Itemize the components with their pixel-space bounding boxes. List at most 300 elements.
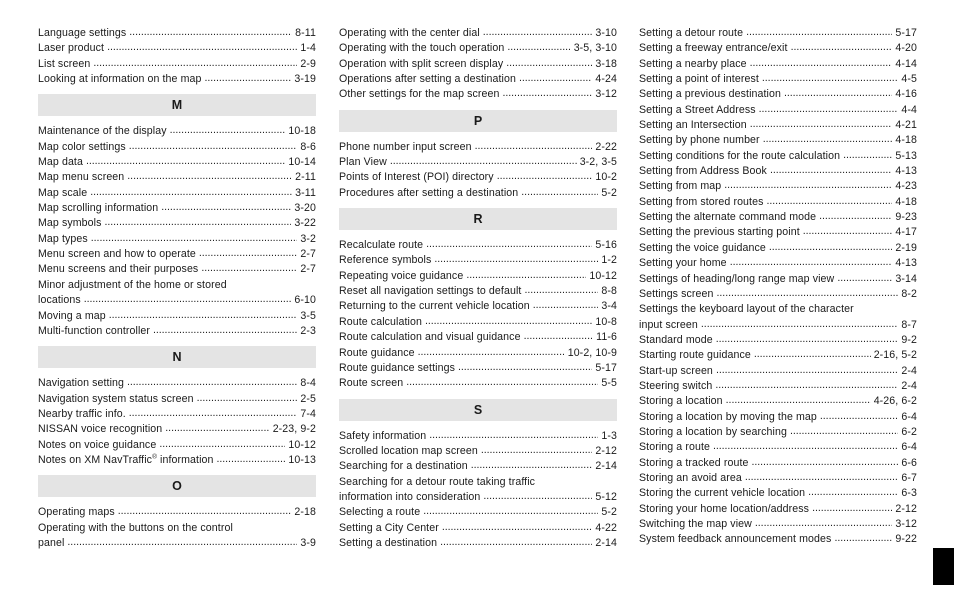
entry-page-ref: 8-8: [601, 285, 617, 298]
index-entry: [639, 364, 917, 379]
entry-title: [38, 26, 126, 41]
entry-page-ref: 3-12: [595, 88, 617, 101]
leader-dots: [790, 424, 898, 439]
leader-dots: [426, 237, 592, 252]
index-entry: [38, 278, 316, 309]
leader-dots: [93, 56, 297, 71]
index-entry: [639, 241, 917, 256]
entry-title-text: System feedback announcement modes: [639, 533, 832, 546]
entry-page-ref: 2-4: [901, 364, 917, 377]
entry-title-text: Safety information: [339, 429, 427, 442]
leader-dots: [726, 393, 871, 408]
index-entry: [38, 186, 316, 201]
entry-page-ref: 4-26, 6-2: [873, 395, 917, 408]
leader-dots: [521, 185, 598, 200]
index-entry: [639, 287, 917, 302]
entry-title-text: Repeating voice guidance: [339, 269, 464, 282]
entry-title: [639, 149, 840, 164]
index-column-3: [639, 26, 917, 548]
index-entry: [339, 41, 617, 56]
entry-title-text: Operations after setting a destination: [339, 73, 516, 86]
entry-page-ref: 2-12: [895, 502, 917, 515]
index-entry: [339, 26, 617, 41]
leader-dots: [161, 200, 291, 215]
entry-title-text: Setting the previous starting point: [639, 226, 800, 239]
entry-page-ref: 2-14: [595, 536, 617, 549]
entry-title-continued: panel: [38, 536, 65, 549]
leader-dots: [808, 485, 898, 500]
section-header: M: [38, 94, 316, 116]
index-entry: [639, 87, 917, 102]
entry-page-ref: 6-2: [901, 425, 917, 438]
index-entry: [639, 72, 917, 87]
entry-title: [339, 361, 455, 376]
entry-title: [38, 262, 198, 277]
entry-page-ref: 2-19: [895, 241, 917, 254]
leader-dots: [159, 437, 285, 452]
entry-page-ref: 4-21: [895, 119, 917, 132]
entry-title-text: Settings screen: [639, 287, 714, 300]
entry-title: [639, 87, 781, 102]
entry-title-text: Notes on XM NavTraffic: [38, 453, 153, 466]
entry-title: [639, 272, 834, 287]
entry-title: [639, 364, 713, 379]
entry-title-text: Language settings: [38, 27, 127, 39]
entry-title-text: Maintenance of the display: [38, 125, 167, 138]
entry-title-text: Storing a location by searching: [639, 425, 787, 438]
index-entry: [339, 330, 617, 345]
entry-title: [639, 348, 751, 363]
entry-title-text: Setting from Address Book: [639, 165, 767, 178]
entry-page-ref: 2-4: [901, 379, 917, 392]
index-entry: [339, 361, 617, 376]
leader-dots: [199, 246, 297, 261]
entry-title: [38, 72, 201, 87]
leader-dots: [770, 163, 892, 178]
entry-page-ref: 2-23, 9-2: [272, 423, 316, 436]
index-entry: [38, 262, 316, 277]
index-entry: [38, 422, 316, 437]
leader-dots: [91, 231, 298, 246]
entry-page-ref: 5-17: [595, 361, 617, 374]
entry-title: [639, 379, 712, 394]
leader-dots: [784, 86, 892, 101]
leader-dots: [524, 283, 598, 298]
leader-dots: [390, 154, 577, 169]
entry-title: [339, 269, 463, 284]
leader-dots: [107, 40, 297, 55]
entry-title-text: Searching for a destination: [339, 460, 468, 473]
entry-title: [38, 170, 124, 185]
index-entry: [639, 225, 917, 240]
leader-dots: [481, 443, 593, 458]
entry-title-text: Setting conditions for the route calculation: [639, 149, 841, 162]
entry-page-ref: 3-9: [300, 536, 316, 549]
entry-title-text: Nearby traffic info.: [38, 407, 126, 420]
index-entry: [339, 253, 617, 268]
entry-title-text: Storing the current vehicle location: [639, 487, 806, 500]
index-entry: [339, 72, 617, 87]
leader-dots: [750, 117, 893, 132]
entry-title: [339, 72, 516, 87]
entry-title: [639, 471, 742, 486]
entry-page-ref: 4-4: [901, 103, 917, 116]
index-column-2: [339, 26, 617, 551]
leader-dots: [423, 504, 598, 519]
entry-title: [339, 284, 521, 299]
entry-title: Settings the keyboard layout of the character: [639, 303, 854, 316]
entry-title-text: Steering switch: [639, 379, 713, 392]
index-entry: [639, 179, 917, 194]
entry-page-ref: 2-22: [595, 140, 617, 153]
entry-title-text: Start-up screen: [639, 364, 713, 377]
entry-page-ref: 10-13: [288, 453, 316, 466]
entry-title: [339, 186, 518, 201]
entry-title: [639, 425, 787, 440]
leader-dots: [713, 439, 898, 454]
index-entry: [639, 440, 917, 455]
entry-title-text: Other settings for the map screen: [339, 88, 500, 101]
entry-title-suffix: information: [156, 453, 214, 466]
entry-title-text: Scrolled location map screen: [339, 444, 478, 457]
entry-title: [639, 256, 727, 271]
entry-title-text: Plan View: [339, 156, 387, 169]
entry-title: [639, 502, 809, 517]
index-entry: [639, 394, 917, 409]
index-entry: [639, 471, 917, 486]
entry-title-text: Route screen: [339, 377, 404, 390]
entry-page-ref: 3-22: [294, 217, 316, 230]
entry-title: [639, 440, 710, 455]
entry-page-ref: 3-5: [300, 309, 316, 322]
entry-title: [38, 438, 156, 453]
leader-dots: [497, 169, 593, 184]
entry-page-ref: 4-18: [895, 195, 917, 208]
entry-title-text: Storing a location by moving the map: [639, 410, 817, 423]
entry-page-ref: 10-2: [595, 171, 617, 184]
leader-dots: [127, 375, 297, 390]
index-entry: [639, 210, 917, 225]
index-entry: [339, 170, 617, 185]
index-entry: [639, 149, 917, 164]
entry-title-text: Recalculate route: [339, 239, 424, 252]
leader-dots: [812, 501, 892, 516]
entry-title: [339, 346, 415, 361]
leader-dots: [170, 123, 286, 138]
entry-title-text: Setting your home: [639, 257, 727, 270]
index-entry: [339, 475, 617, 506]
index-entry: [38, 247, 316, 262]
entry-title-text: Looking at information on the map: [38, 73, 202, 86]
leader-dots: [109, 308, 298, 323]
entry-title-text: Setting a detour route: [639, 27, 744, 39]
index-entry: [38, 438, 316, 453]
leader-dots: [716, 363, 898, 378]
entry-page-ref: 9-23: [895, 211, 917, 224]
leader-dots: [506, 56, 592, 71]
leader-dots: [442, 520, 593, 535]
entry-title: [639, 410, 817, 425]
leader-dots: [750, 56, 893, 71]
leader-dots: [715, 378, 898, 393]
entry-title: [339, 238, 423, 253]
entry-title: [38, 155, 83, 170]
index-entry: [339, 346, 617, 361]
entry-title-text: NISSAN voice recognition: [38, 423, 163, 436]
leader-dots: [767, 194, 893, 209]
entry-page-ref: 5-12: [595, 490, 617, 503]
entry-title-text: Navigation setting: [38, 377, 125, 390]
index-entry: [639, 532, 917, 547]
section-header: P: [339, 110, 617, 132]
entry-title-text: Map symbols: [38, 217, 102, 230]
entry-title: [639, 57, 747, 72]
entry-page-ref: 3-20: [294, 202, 316, 215]
leader-dots: [86, 154, 285, 169]
index-entry: [339, 284, 617, 299]
index-entry: [38, 216, 316, 231]
entry-title-text: Selecting a route: [339, 506, 421, 519]
index-entry: [339, 87, 617, 102]
entry-page-ref: 10-12: [288, 438, 316, 451]
index-entry: [639, 256, 917, 271]
entry-title: [38, 392, 194, 407]
leader-dots: [105, 215, 292, 230]
entry-page-ref: 4-22: [595, 521, 617, 534]
entry-page-ref: 2-7: [300, 248, 316, 261]
entry-title-text: Route calculation: [339, 315, 422, 328]
entry-title: [639, 532, 831, 547]
entry-page-ref: 6-6: [901, 456, 917, 469]
entry-title-text: Setting a point of interest: [639, 73, 759, 86]
entry-title-text: Setting a destination: [339, 536, 438, 549]
entry-title-text: Map data: [38, 156, 83, 169]
index-entry: [38, 124, 316, 139]
entry-page-ref: 2-7: [300, 263, 316, 276]
index-entry: [38, 155, 316, 170]
leader-dots: [717, 286, 899, 301]
entry-title: [339, 41, 504, 56]
index-entry: [339, 376, 617, 391]
entry-title: [339, 140, 472, 155]
entry-title: [38, 324, 150, 339]
index-entry: [38, 170, 316, 185]
index-entry: [38, 26, 316, 41]
entry-page-ref: 3-14: [895, 272, 917, 285]
entry-page-ref: 8-4: [300, 377, 316, 390]
index-entry: [639, 118, 917, 133]
leader-dots: [533, 298, 599, 313]
entry-title-text: Route guidance settings: [339, 361, 455, 374]
index-entry: [38, 521, 316, 552]
entry-title-text: Setting by phone number: [639, 134, 760, 147]
entry-title-continued: information into consideration: [339, 490, 481, 503]
leader-dots: [724, 178, 892, 193]
leader-dots: [507, 40, 570, 55]
index-column-1: [38, 26, 316, 551]
entry-title-text: Map scrolling information: [38, 202, 159, 215]
index-entry: [38, 201, 316, 216]
index-entry: [38, 407, 316, 422]
index-entry: [38, 41, 316, 56]
entry-title-text: Notes on voice guidance: [38, 438, 157, 451]
entry-title-continued: input screen: [639, 318, 698, 331]
entry-title: [639, 41, 788, 56]
entry-title-text: Map menu screen: [38, 171, 125, 184]
entry-title: Operating with the buttons on the control: [38, 521, 233, 534]
entry-title: [38, 376, 124, 391]
entry-title-text: Setting a City Center: [339, 521, 439, 534]
leader-dots: [129, 25, 292, 40]
index-entry: [38, 57, 316, 72]
entry-page-ref: 8-6: [300, 140, 316, 153]
entry-title: [339, 57, 503, 72]
entry-title-text: Switching the map view: [639, 518, 752, 530]
entry-title: [339, 536, 437, 551]
entry-title: [38, 41, 104, 56]
entry-title: [639, 456, 748, 471]
leader-dots: [837, 271, 892, 286]
index-entry: [639, 41, 917, 56]
entry-title-continued: locations: [38, 294, 81, 307]
index-entry: [339, 140, 617, 155]
leader-dots: [701, 317, 898, 332]
entry-page-ref: 6-4: [901, 441, 917, 454]
entry-page-ref: 4-18: [895, 134, 917, 147]
leader-dots: [127, 169, 292, 184]
leader-dots: [129, 406, 298, 421]
index-entry: [38, 505, 316, 520]
entry-page-ref: 3-4: [601, 300, 617, 313]
entry-title: [339, 155, 387, 170]
entry-page-ref: 6-3: [901, 487, 917, 500]
entry-page-ref: 5-5: [601, 377, 617, 390]
entry-title: [639, 287, 714, 302]
index-entry: [639, 272, 917, 287]
entry-title-text: Laser product: [38, 42, 105, 55]
leader-dots: [466, 268, 586, 283]
leader-dots: [406, 375, 598, 390]
entry-title-text: Starting route guidance: [639, 349, 751, 362]
entry-page-ref: 1-3: [601, 429, 617, 442]
entry-title-text: Setting from map: [639, 180, 722, 193]
entry-title-text: Settings of heading/long range map view: [639, 272, 835, 285]
entry-title-text: Returning to the current vehicle location: [339, 300, 530, 313]
leader-dots: [197, 391, 298, 406]
entry-title-text: Operating maps: [38, 506, 115, 519]
entry-page-ref: 5-16: [595, 239, 617, 252]
leader-dots: [440, 535, 592, 550]
index-entry: [639, 410, 917, 425]
leader-dots: [751, 455, 898, 470]
entry-title-text: Storing a route: [639, 441, 710, 454]
entry-title-text: Points of Interest (POI) directory: [339, 171, 494, 184]
leader-dots: [524, 329, 594, 344]
entry-title: [38, 309, 106, 324]
entry-page-ref: 10-18: [288, 125, 316, 138]
entry-title-text: Setting a previous destination: [639, 88, 781, 101]
index-entry: [38, 232, 316, 247]
leader-dots: [129, 139, 298, 154]
entry-page-ref: 4-16: [895, 88, 917, 101]
entry-page-ref: 4-13: [895, 165, 917, 178]
entry-title-text: Reference symbols: [339, 254, 432, 267]
leader-dots: [471, 458, 593, 473]
entry-title-text: Operating with the touch operation: [339, 42, 505, 55]
entry-page-ref: 2-12: [595, 444, 617, 457]
entry-title-text: Menu screen and how to operate: [38, 248, 196, 261]
index-entry: [339, 299, 617, 314]
index-entry: [339, 521, 617, 536]
entry-title-text: Map color settings: [38, 140, 126, 153]
entry-title-text: Setting the alternate command mode: [639, 211, 817, 224]
entry-title-text: Moving a map: [38, 309, 106, 322]
entry-title: [339, 459, 468, 474]
index-entry: [38, 376, 316, 391]
entry-page-ref: 2-14: [595, 460, 617, 473]
leader-dots: [762, 71, 898, 86]
entry-page-ref: 5-2: [601, 186, 617, 199]
index-entry: [639, 164, 917, 179]
index-entry: [38, 392, 316, 407]
index-entry: [339, 315, 617, 330]
entry-title: [639, 118, 747, 133]
entry-page-ref: 2-11: [295, 171, 316, 184]
entry-title-text: Storing a location: [639, 395, 723, 408]
entry-page-ref: 1-2: [601, 254, 617, 267]
entry-title: [639, 517, 752, 532]
entry-page-ref: 2-5: [300, 392, 316, 405]
entry-page-ref: 2-18: [294, 506, 316, 519]
index-entry: [339, 57, 617, 72]
leader-dots: [217, 452, 286, 467]
entry-title: [639, 26, 743, 41]
entry-title-text: Map types: [38, 232, 88, 245]
entry-title-text: Route guidance: [339, 346, 415, 359]
entry-title: [38, 140, 126, 155]
entry-title: [339, 376, 403, 391]
entry-title: [339, 299, 530, 314]
index-entry: [339, 269, 617, 284]
entry-title: [38, 232, 88, 247]
leader-dots: [475, 139, 593, 154]
leader-dots: [803, 224, 893, 239]
index-entry: [639, 379, 917, 394]
index-entry: [38, 72, 316, 87]
leader-dots: [759, 102, 899, 117]
entry-title: [339, 26, 480, 41]
entry-page-ref: 4-17: [895, 226, 917, 239]
entry-page-ref: 2-16, 5-2: [873, 349, 917, 362]
leader-dots: [458, 360, 592, 375]
entry-page-ref: 3-11: [295, 186, 316, 199]
entry-title: [339, 521, 439, 536]
index-entry: [38, 453, 316, 468]
entry-title: [639, 486, 805, 501]
leader-dots: [153, 323, 297, 338]
index-entry: [639, 517, 917, 532]
entry-title: [339, 505, 420, 520]
entry-title-text: Reset all navigation settings to default: [339, 285, 522, 298]
entry-page-ref: 10-14: [288, 156, 316, 169]
entry-title: [339, 330, 521, 345]
index-entry: [639, 333, 917, 348]
entry-page-ref: 6-10: [294, 294, 316, 307]
entry-title-text: Setting a freeway entrance/exit: [639, 42, 788, 55]
entry-title: [639, 164, 767, 179]
entry-page-ref: 3-10: [595, 27, 617, 39]
entry-page-ref: 6-4: [901, 410, 917, 423]
